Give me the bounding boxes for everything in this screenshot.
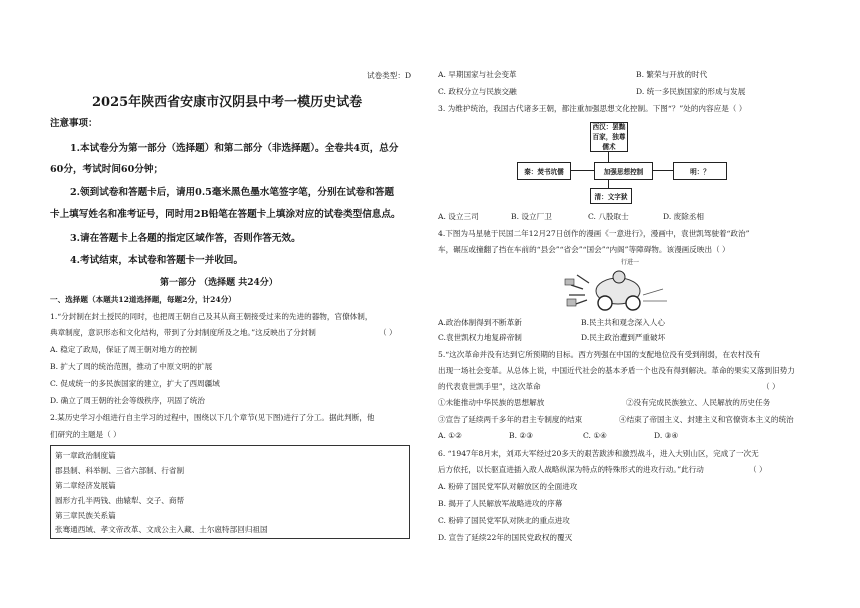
part1-heading: 第一部分 （选择题 共24分）: [160, 278, 278, 288]
q1-stem-line1: 1.“分封制在封土授民的同时，也把周王朝自己及其从商王朝接受过来的先进的器物，官僚体制，: [50, 312, 373, 321]
q3-option-b: B. 设立厂卫: [511, 212, 552, 221]
q3-node-top: 西汉：罢黜百家，独尊儒术: [590, 122, 628, 152]
q2-box-line: 张骞通西域、孝文帝改革、文成公主入藏、土尔扈特部回归祖国: [55, 525, 268, 534]
q5-stem-line1: 5.“这次革命并没有达到它所预期的目标。西方列强在中国的支配地位没有受到削弱，在农村没有: [438, 350, 761, 359]
q6-answer-paren: （ ）: [749, 465, 767, 474]
note-1b: 60分，考试时间60分钟；: [50, 164, 164, 175]
q6-stem-line1: 6. “1947年8月末，刘邓大军经过20多天的艰苦跋涉和激烈战斗，进入大别山区，完成了一次无: [438, 449, 759, 458]
q5-statement-1: ①未能推动中华民族的思想解放: [438, 398, 545, 407]
section-heading: 一、选择题（本题共12道选择题，每题2分，计24分）: [50, 295, 236, 304]
q2-box-line: 第三章民族关系篇: [55, 511, 116, 520]
q6-stem-line2: 后方依托，以长驱直进插入敌人战略纵深为特点的特殊形式的进攻行动。”此行动: [438, 465, 704, 474]
q6-option-c: C. 粉碎了国民党军队对陕北的重点进攻: [438, 516, 570, 525]
page-title: 2025年陕西省安康市汉阴县中考一模历史试卷: [92, 95, 363, 110]
q1-option-c: C. 促成统一的多民族国家的建立，扩大了西周疆域: [50, 379, 220, 388]
q4-option-b: B.民主共和观念深入人心: [581, 318, 665, 327]
q2-box-line: 圆形方孔半两钱、曲辕犁、交子、商帮: [55, 496, 185, 505]
q3-option-c: C. 八股取士: [588, 212, 629, 221]
q5-option-c: C. ①④: [583, 431, 607, 440]
q6-option-a: A. 粉碎了国民党军队对解放区的全面进攻: [438, 482, 578, 491]
q1-option-d: D. 确立了周王朝的社会等级秩序，巩固了统治: [50, 396, 205, 405]
q2-option-b: B. 繁荣与开放的时代: [636, 70, 708, 79]
q6-option-d: D. 宣告了延续22年的国民党政权的覆灭: [438, 533, 573, 542]
q1-option-a: A. 稳定了政局，保证了周王朝对地方的控制: [50, 345, 197, 354]
q4-option-d: D.民主政治遭到严重破坏: [581, 333, 666, 342]
q5-option-d: D. ③④: [654, 431, 679, 440]
q5-answer-paren: （ ）: [762, 382, 780, 391]
q4-stem-line2: 车，碾压或撞翻了挡在车前的“县会”“省会”“国会”“内阁”等障碍物。该漫画反映出（ ）: [438, 245, 730, 254]
note-2b: 卡上填写姓名和准考证号，同时用2B铅笔在答题卡上填涂对应的试卷类型信息点。: [50, 209, 401, 220]
q5-option-b: B. ②③: [509, 431, 534, 440]
note-4: 4.考试结束，本试卷和答题卡一并收回。: [70, 255, 244, 266]
q5-option-a: A. ①②: [438, 431, 462, 440]
q5-stem-line3: 的代表袁世凯手里”，这次革命: [438, 382, 541, 391]
q3-option-d: D. 废除丞相: [663, 212, 705, 221]
q4-option-c: C.袁世凯权力地复辟帝制: [438, 333, 522, 342]
q3-node-bottom: 清：文字狱: [590, 188, 632, 204]
note-3: 3.请在答题卡上各题的指定区域作答，否则作答无效。: [70, 233, 301, 244]
q2-box-line: 郡县制、科举制、三省六部制、行省制: [55, 466, 185, 475]
q2-stem-line2: 们研究的主题是（ ）: [50, 430, 121, 439]
note-2a: 2.领到试卷和答题卡后，请用0.5毫米黑色墨水笔签字笔，分别在试卷和答题: [70, 187, 395, 198]
q2-box-line: 第一章政治制度篇: [55, 451, 116, 460]
q2-box-line: 第二章经济发展篇: [55, 481, 116, 490]
q4-cartoon-caption: 行进一: [621, 259, 640, 266]
q1-option-b: B. 扩大了周的统治范围，推动了中原文明的扩展: [50, 362, 213, 371]
q4-stem-line1: 4.下图为马星驰于民国二年12月27日创作的漫画《一意进行》，漫画中，袁世凯驾驶着“政治”: [438, 229, 750, 238]
q2-option-a: A. 早期国家与社会变革: [438, 70, 517, 79]
q4-option-a: A.政治体制得到不断革新: [438, 318, 522, 327]
q2-option-c: C. 政权分立与民族交融: [438, 87, 517, 96]
notes-heading: 注意事项：: [50, 118, 98, 129]
q3-node-left: 秦：焚书坑儒: [517, 162, 571, 180]
q5-stem-line2: 出现一场社会变革。从总体上说，中国近代社会的基本矛盾一个也没有得到解决。革命的果实又落到旧势力: [438, 366, 795, 375]
q2-option-d: D. 统一多民族国家的形成与发展: [636, 87, 746, 96]
note-1a: 1.本试卷分为第一部分（选择题）和第二部分（非选择题）。全卷共4页，总分: [70, 143, 399, 154]
q1-stem-line2: 典章制度，意识形态和文化结构，带到了分封制度所及之地。”这反映出了分封制: [50, 328, 316, 337]
q3-option-a: A. 设立三司: [438, 212, 479, 221]
q1-answer-paren: （ ）: [379, 328, 397, 337]
q6-option-b: B. 揭开了人民解放军战略进攻的序幕: [438, 499, 563, 508]
q2-chapter-box: [50, 445, 410, 539]
paper-type-label: 试卷类型：D: [367, 71, 412, 80]
q4-cartoon-image: [563, 255, 673, 313]
q5-statement-2: ②没有完成民族独立、人民解放的历史任务: [626, 398, 771, 407]
q3-node-center: 加强思想控制: [594, 162, 653, 180]
q3-stem: 3. 为维护统治，我国古代诸多王朝，都注重加强思想文化控制。下图“？”处的内容应是（ ）: [438, 104, 747, 113]
q2-stem-line1: 2.某历史学习小组进行自主学习的过程中，围绕以下几个章节(见下图)进行了分工。据此判断，他: [50, 413, 375, 422]
q5-statement-3: ③宣告了延续两千多年的君主专制度的结束: [438, 415, 583, 424]
q3-node-right: 明：？: [673, 162, 727, 180]
q5-statement-4: ④结束了帝国主义、封建主义和官僚资本主义的统治: [619, 415, 794, 424]
